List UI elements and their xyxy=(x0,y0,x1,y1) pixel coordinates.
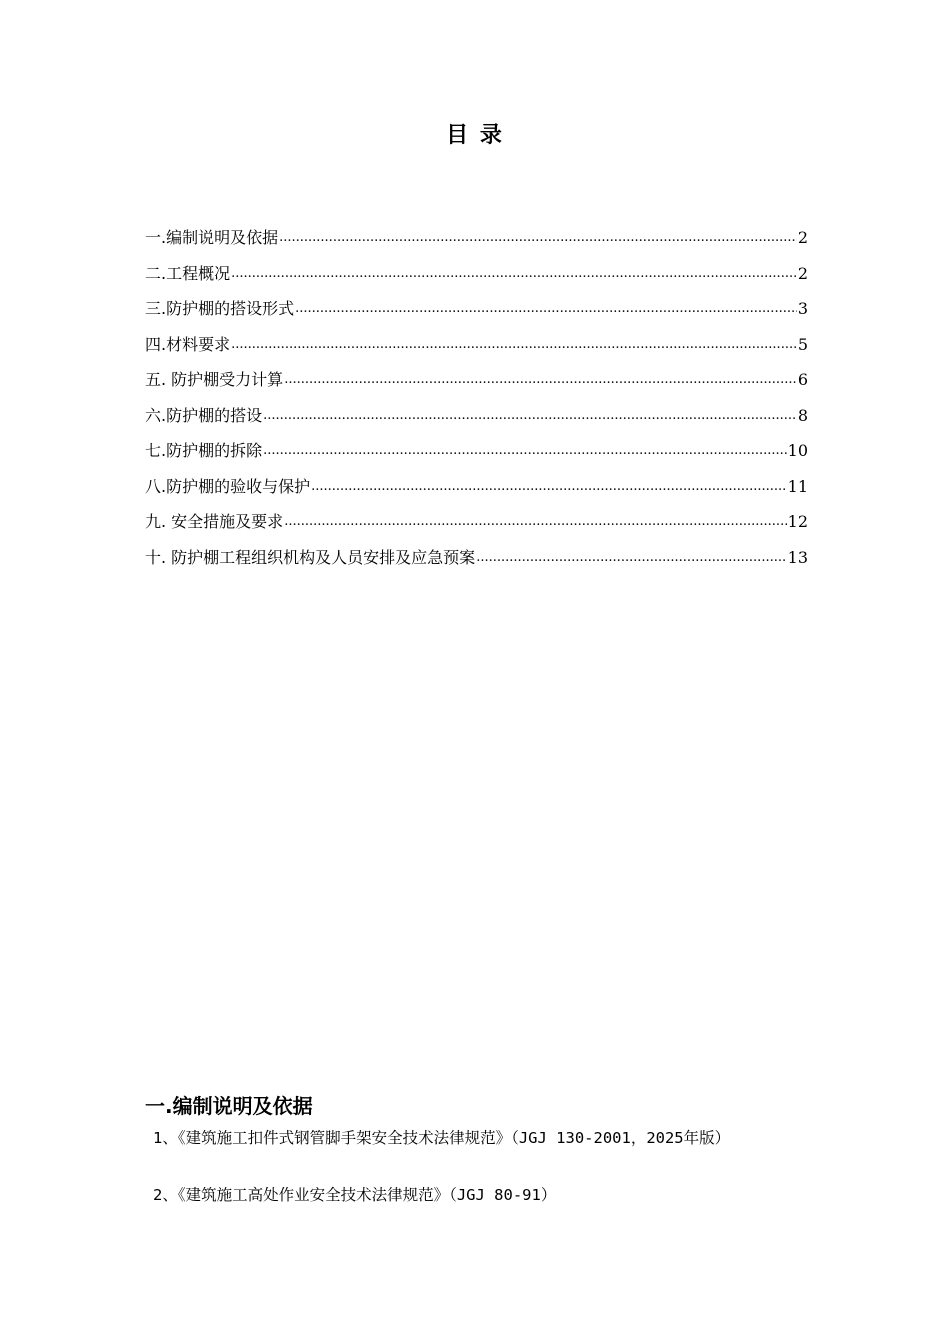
toc-entry-label: 五. 防护棚受力计算 xyxy=(145,370,284,389)
toc-entry[interactable] xyxy=(145,404,808,440)
toc-entry-page: 2 xyxy=(797,263,808,283)
toc-entry[interactable] xyxy=(145,262,808,298)
toc-entry[interactable] xyxy=(145,475,808,511)
toc-entry-page: 2 xyxy=(797,228,808,247)
toc-entry-page: 10 xyxy=(787,441,808,460)
toc-entry-page: 6 xyxy=(797,370,808,389)
toc-dot-leader xyxy=(231,260,797,286)
toc-entry-label: 九. 安全措施及要求 xyxy=(145,512,284,531)
toc-list xyxy=(145,226,808,581)
toc-entry-page: 3 xyxy=(797,299,808,318)
toc-dot-leader xyxy=(279,224,797,250)
toc-entry[interactable] xyxy=(145,546,808,582)
toc-entry-page: 5 xyxy=(797,334,808,354)
toc-entry-label: 六.防护棚的搭设 xyxy=(145,405,263,425)
toc-dot-leader xyxy=(295,295,797,321)
toc-entry-page: 12 xyxy=(787,512,808,531)
section-heading: 一.编制说明及依据 xyxy=(145,1094,313,1118)
toc-entry-label: 三.防护棚的搭设形式 xyxy=(145,299,295,318)
toc-dot-leader xyxy=(476,544,786,570)
toc-dot-leader xyxy=(284,508,786,534)
toc-dot-leader xyxy=(284,366,797,392)
toc-dot-leader xyxy=(263,437,787,463)
toc-dot-leader xyxy=(231,331,797,357)
toc-dot-leader xyxy=(311,473,787,499)
reference-item: 1、《建筑施工扣件式钢管脚手架安全技术法律规范》（JGJ 130-2001，2025年版） xyxy=(153,1129,731,1147)
toc-entry[interactable] xyxy=(145,297,808,333)
toc-entry-label: 七.防护棚的拆除 xyxy=(145,441,263,460)
toc-entry-label: 一.编制说明及依据 xyxy=(145,228,279,247)
toc-entry-label: 八.防护棚的验收与保护 xyxy=(145,476,311,496)
toc-entry[interactable] xyxy=(145,368,808,404)
toc-entry-page: 13 xyxy=(787,547,808,567)
toc-entry-page: 11 xyxy=(787,476,808,496)
toc-entry[interactable] xyxy=(145,510,808,546)
reference-item: 2、《建筑施工高处作业安全技术法律规范》（JGJ 80-91） xyxy=(153,1186,557,1204)
toc-entry[interactable] xyxy=(145,226,808,262)
toc-entry-page: 8 xyxy=(797,405,808,425)
toc-entry-label: 十. 防护棚工程组织机构及人员安排及应急预案 xyxy=(145,547,476,567)
toc-dot-leader xyxy=(263,402,797,428)
toc-title: 目 录 xyxy=(446,123,504,148)
toc-entry[interactable] xyxy=(145,439,808,475)
toc-entry[interactable] xyxy=(145,333,808,369)
toc-entry-label: 四.材料要求 xyxy=(145,334,231,354)
toc-entry-label: 二.工程概况 xyxy=(145,263,231,283)
